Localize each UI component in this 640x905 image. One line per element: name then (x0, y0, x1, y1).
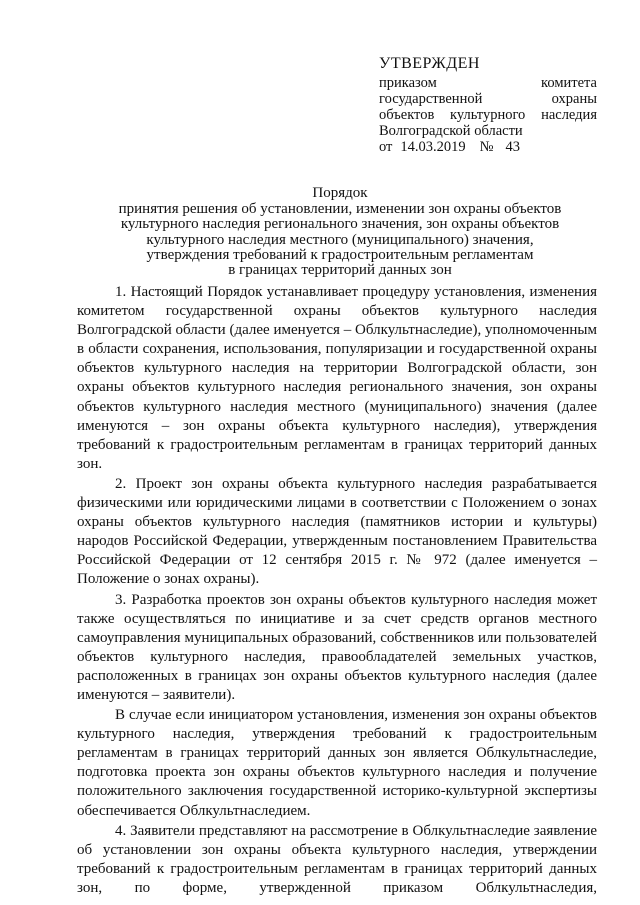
paragraph-3: 3. Разработка проектов зон охраны объектов культурного наследия может также осуществляться по инициативе и за счет средств органов местного самоуправления муниципальных образований, собственников или пользователей объектов культурного наследия, правообладателей земельных участков, расположенных в границах зон охраны объектов культурного наследия (далее именуются – заявители). (77, 591, 597, 703)
approval-number: 43 (505, 139, 520, 155)
approval-line-3: объектов культурного наследия (379, 107, 597, 123)
document-title (100, 186, 580, 278)
approval-line-2: государственной охраны (379, 91, 597, 107)
title-line-3: культурного наследия местного (муниципального) значения, (146, 231, 534, 248)
approval-date: 14.03.2019 (400, 139, 466, 155)
paragraph-1: 1. Настоящий Порядок устанавливает процедуру установления, изменения комитетом государственной охраны объектов культурного наследия Волгоградской области (далее именуется – Облкультнаследие), уполномоченным в области сохранения, использования, популяризации и государственной охраны объектов культурного наследия на территории Волгоградской области, зон охраны объектов культурного наследия регионального значения, зон охраны объектов культурного наследия местного (муниципального) значения (далее именуются – зон охраны объекта культурного наследия), утверждения требований к градостроительным регламентам в границах территорий данных зон. (77, 284, 597, 472)
paragraph-2: 2. Проект зон охраны объекта культурного наследия разрабатывается физическими или юридическими лицами в соответствии с Положением о зонах охраны объектов культурного наследия (памятников истории и культуры) народов Российской Федерации, утвержденным постановлением Правительства Российской Федерации от 12 сентября 2015 г. № 972 (далее именуется – Положение о зонах охраны). (77, 475, 597, 588)
paragraph-3-continued: В случае если инициатором установления, изменения зон охраны объектов культурного наследия, утверждения требований к градостроительным регламентам в границах территорий данных зон является Облкультнаследие, подготовка проекта зон охраны объектов культурного наследия и получение положительного заключения государственной историко-культурной экспертизы обеспечивается Облкультнаследием. (77, 707, 597, 819)
approval-line-1: приказом комитета (379, 75, 597, 91)
paragraph-4: 4. Заявители представляют на рассмотрение в Облкультнаследие заявление об установлении зон охраны объекта культурного наследия, утверждении требований к градостроительным регламентам в границах территорий данных зон, по форме, утвержденной приказом Облкультнаследия, (77, 822, 597, 896)
title-line-1: принятия решения об установлении, изменении зон охраны объектов (118, 201, 562, 218)
approval-heading: УТВЕРЖДЕН (379, 55, 480, 72)
date-prefix: от (379, 139, 393, 155)
title-heading: Порядок (312, 185, 368, 201)
approval-line-4: Волгоградской области (379, 123, 523, 139)
document-body (77, 283, 597, 898)
title-line-2: культурного наследия регионального значения, зон охраны объектов (120, 216, 560, 233)
number-sign: № (479, 139, 494, 155)
approval-stamp (379, 56, 597, 155)
approval-date-line (379, 139, 597, 155)
title-line-4: утверждения требований к градостроительным регламентам (146, 246, 534, 263)
title-line-5: в границах территорий данных зон (228, 262, 452, 279)
